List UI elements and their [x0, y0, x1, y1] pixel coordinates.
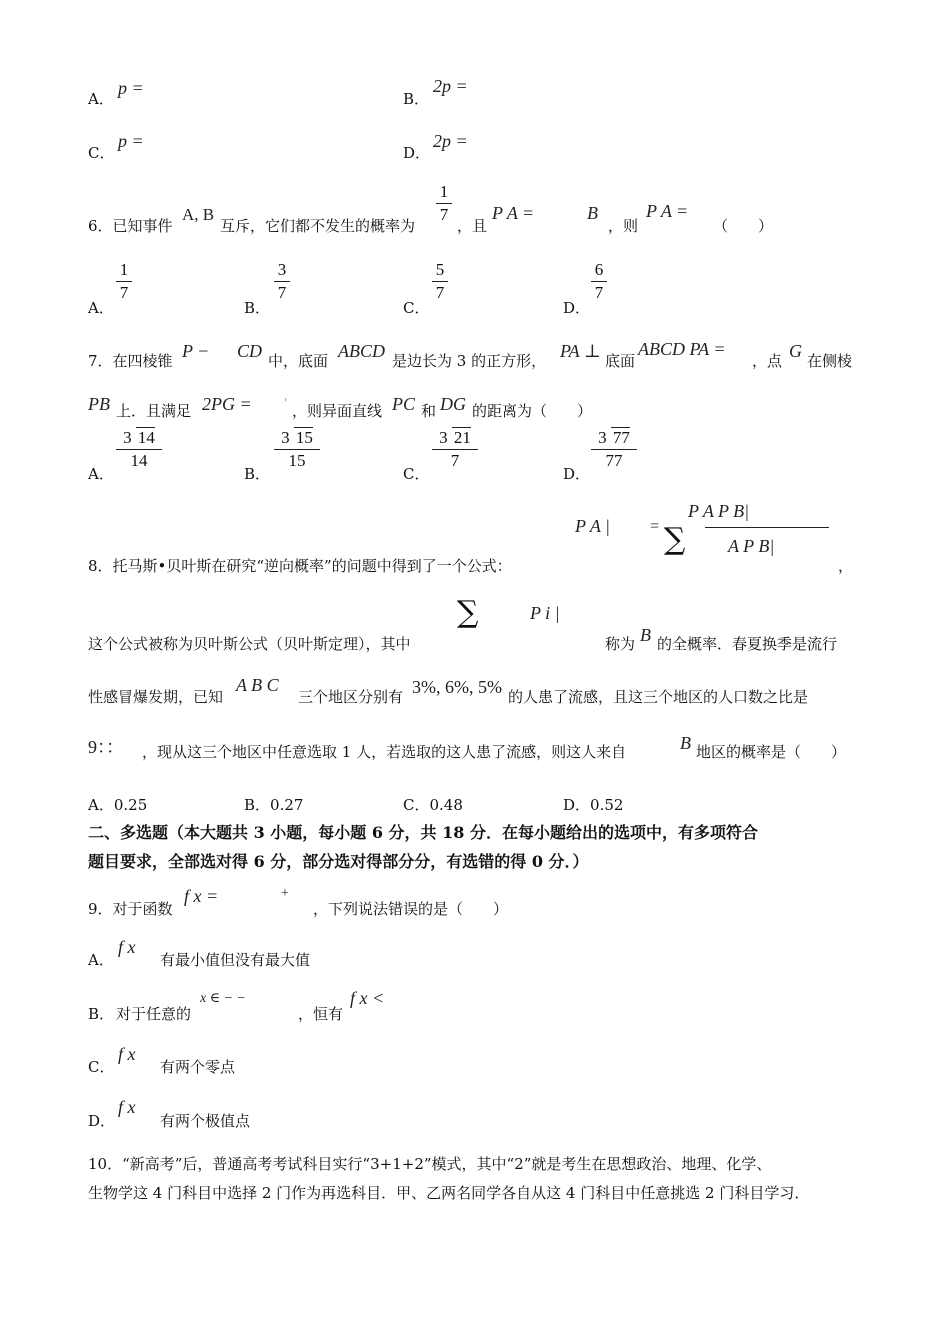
q7-text4: 底面: [605, 352, 636, 370]
q7-opt-b-den: 15: [288, 451, 306, 470]
q6-text3: ，且: [457, 217, 488, 235]
q7-math2: CD: [237, 341, 263, 361]
q9-text1: 9．对于函数: [88, 900, 173, 918]
q5-option-b-label: B．: [403, 90, 430, 108]
q9-opt-a-math: f x: [118, 937, 136, 957]
q6-paren: （ ）: [713, 217, 774, 235]
q6-text1: 6．已知事件: [88, 217, 173, 235]
q8-text3: 称为: [605, 635, 636, 653]
q6-opt-d-num: 6: [594, 260, 604, 279]
q8-opt-d-value: 0.52: [590, 796, 624, 814]
q8-opt-b-label: B．: [244, 796, 271, 814]
q6-opt-a-den: 7: [119, 283, 129, 302]
q7-math4: PA ⊥: [560, 341, 601, 361]
q7-math3: ABCD: [338, 341, 385, 361]
q8-opt-c: [403, 794, 463, 815]
q8-text6: 三个地区分别有: [298, 688, 404, 706]
q7-opt-d-frac: [591, 428, 637, 471]
q8-math-b2: B: [680, 733, 691, 753]
q8-text7: 的人患了流感，且这三个地区的人口数之比是: [508, 688, 809, 706]
q7-opt-a-rad: 14: [137, 428, 155, 447]
q7-text7: 上．且满足: [116, 402, 192, 420]
q7-text2: 中，底面: [268, 352, 329, 370]
q8-fraction-bar: [705, 527, 829, 528]
q6-opt-d-label: D．: [563, 299, 591, 317]
q5-option-d-math: 2p =: [433, 131, 468, 151]
q6-opt-a-frac: [116, 260, 132, 303]
q9-opt-c-label: C．: [88, 1058, 115, 1076]
q8-math-b: B: [640, 625, 651, 645]
q7-text1: 7．在四棱锥: [88, 352, 173, 370]
q7-math5: ABCD PA =: [638, 339, 726, 359]
q5-option-a-math: p =: [118, 78, 144, 98]
q9-opt-b-label: B．: [88, 1005, 115, 1023]
q6-frac-den: 7: [439, 205, 449, 224]
q7-opt-a-frac: [116, 428, 162, 471]
q7-opt-b-coef: 3: [281, 428, 290, 447]
q6-text4: ，则: [608, 217, 639, 235]
q9-opt-c-math: f x: [118, 1044, 136, 1064]
q9-opt-b-math2: f x <: [350, 988, 385, 1008]
q7-opt-d-label: D．: [563, 465, 591, 483]
q6-opt-b-num: 3: [277, 260, 287, 279]
q8-text1: 8．托马斯•贝叶斯在研究“逆向概率”的问题中得到了一个公式：: [88, 557, 512, 575]
q7-opt-d-coef: 3: [598, 428, 607, 447]
q8-formula-num: P A P B|: [688, 501, 750, 521]
q8-text2: 这个公式被称为贝叶斯公式（贝叶斯定理），其中: [88, 635, 411, 653]
q6-opt-d-frac: [591, 260, 607, 303]
q8-opt-b-value: 0.27: [270, 796, 304, 814]
q6-math3: P A =: [646, 201, 689, 221]
q9-opt-d-text: 有两个极值点: [160, 1112, 251, 1130]
q6-opt-b-frac: [274, 260, 290, 303]
q6-opt-c-frac: [432, 260, 448, 303]
q9-opt-a-label: A．: [88, 951, 114, 969]
q6-math2: B: [587, 203, 598, 223]
q8-opt-d-label: D．: [563, 796, 591, 814]
q8-text5: 性感冒爆发期，已知: [88, 688, 224, 706]
q8-math-ratio: 9：：: [88, 737, 124, 757]
q7-opt-a-label: A．: [88, 465, 114, 483]
q7-opt-c-rad: 21: [453, 428, 471, 447]
q6-opt-b-den: 7: [277, 283, 287, 302]
q8-sum-term: P i |: [530, 603, 560, 623]
q7-text3: 是边长为 3 的正方形，: [392, 352, 547, 370]
q8-opt-a-value: 0.25: [113, 796, 148, 814]
q9-math1: f x =: [184, 886, 219, 906]
q8-opt-c-value: 0.48: [429, 796, 463, 814]
q5-option-c-math: p =: [118, 131, 144, 151]
q5-option-d-label: D．: [403, 144, 431, 162]
q6-opt-d-den: 7: [594, 283, 604, 302]
q7-opt-a-coef: 3: [123, 428, 132, 447]
q8-formula-lhs: P A |: [575, 516, 610, 536]
q7-math6: G: [789, 341, 802, 361]
q8-opt-d: [563, 794, 623, 815]
q7-text6: 在侧棱: [807, 352, 853, 370]
q5-option-c-label: C．: [88, 144, 115, 162]
q7-math1: P −: [182, 341, 210, 361]
section-2-line1: 二、多选题（本大题共 3 小题，每小题 6 分，共 18 分．在每小题给出的选项中，有多项符合: [88, 823, 758, 842]
q7-opt-c-frac: [432, 428, 478, 471]
q7-math10: DG: [440, 394, 466, 414]
q9-opt-b-text: ，恒有: [298, 1005, 344, 1023]
q6-fraction: [436, 182, 452, 225]
q8-formula-den: A P B|: [728, 536, 775, 556]
q7-opt-b-label: B．: [244, 465, 271, 483]
q8-math-abc: A B C: [236, 675, 279, 695]
q6-opt-c-num: 5: [435, 260, 445, 279]
q8-opt-a-label: A．: [88, 796, 114, 814]
q7-opt-c-label: C．: [403, 465, 430, 483]
q6-opt-b-label: B．: [244, 299, 271, 317]
q6-opt-c-label: C．: [403, 299, 430, 317]
q6-text2: 互斥，它们都不发生的概率为: [220, 217, 416, 235]
q8-text8: ，现从这三个地区中任意选取 1 人，若选取的这人患了流感，则这人来自: [142, 743, 627, 761]
q5-option-b-math: 2p =: [433, 76, 468, 96]
q8-text4: 的全概率．春夏换季是流行: [657, 635, 838, 653]
q7-tick: ': [284, 396, 288, 410]
q8-opt-c-label: C．: [403, 796, 430, 814]
q8-comma: ，: [838, 557, 854, 575]
q8-opt-a: [88, 794, 147, 815]
q7-opt-c-den: 7: [450, 451, 460, 470]
q8-math-pct: 3%, 6%, 5%: [412, 677, 502, 697]
q8-text9: 地区的概率是（ ）: [696, 743, 847, 761]
q7-opt-d-den: 77: [605, 451, 623, 470]
q6-events: A, B: [182, 205, 215, 224]
q9-opt-c-text: 有两个零点: [160, 1058, 236, 1076]
q7-opt-b-rad: 15: [295, 428, 313, 447]
q6-opt-a-label: A．: [88, 299, 114, 317]
q7-math9: PC: [392, 394, 416, 414]
section-2-line2: 题目要求，全部选对得 6 分，部分选对得部分分，有选错的得 0 分．）: [88, 852, 589, 871]
q7-opt-a-den: 14: [130, 451, 148, 470]
q7-opt-d-rad: 77: [612, 428, 630, 447]
q6-opt-a-num: 1: [119, 260, 129, 279]
q6-opt-c-den: 7: [435, 283, 445, 302]
q9-opt-b-text-pre: 对于任意的: [116, 1005, 192, 1023]
q7-text8: ，则异面直线: [292, 402, 383, 420]
q9-math2: +: [281, 886, 289, 901]
q7-text5: ，点: [752, 352, 783, 370]
q8-sigma-icon: ∑: [664, 522, 686, 557]
q7-opt-b-frac: [274, 428, 320, 471]
q9-text2: ，下列说法错误的是（ ）: [313, 900, 509, 918]
q10-line2: 生物学这 4 门科目中选择 2 门作为再选科目．甲、乙两名同学各自从这 4 门科目中任意挑选 2 门科目学习．: [88, 1184, 810, 1202]
q7-math8: 2PG =: [202, 394, 252, 414]
q7-math7: PB: [88, 394, 110, 414]
q9-opt-a-text: 有最小值但没有最大值: [160, 951, 311, 969]
q8-opt-b: [244, 794, 303, 815]
q8-sum-icon: ∑: [457, 595, 479, 630]
q9-opt-d-math: f x: [118, 1097, 136, 1117]
q10-line1: 10．“新高考”后，普通高考考试科目实行“3+1+2”模式，其中“2”就是考生在思想政治、地理、化学、: [88, 1155, 772, 1173]
q5-option-a-label: A．: [88, 90, 114, 108]
q9-opt-d-label: D．: [88, 1112, 116, 1130]
q8-formula-eq: =: [650, 518, 660, 535]
q7-opt-c-coef: 3: [439, 428, 448, 447]
q7-text9: 和: [421, 402, 437, 420]
q7-text10: 的距离为（ ）: [472, 402, 593, 420]
q6-math1: P A =: [492, 203, 535, 223]
q9-opt-b-math: x ∈ − −: [200, 991, 246, 1006]
q6-frac-num: 1: [439, 182, 449, 201]
